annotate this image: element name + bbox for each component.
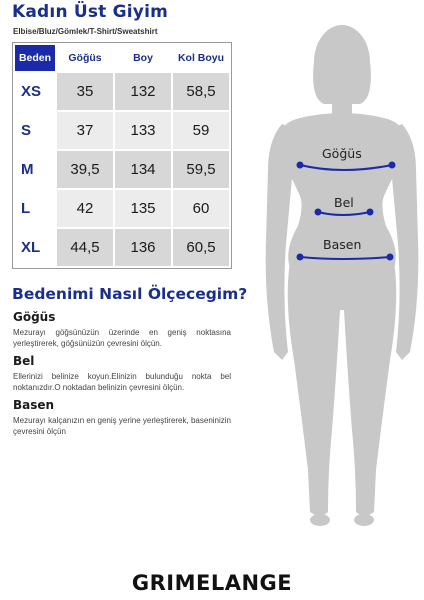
sleeve-cell: 59,5 [173, 151, 229, 188]
chest-cell: 37 [57, 112, 113, 149]
sleeve-cell: 60 [173, 190, 229, 227]
length-cell: 136 [115, 229, 171, 266]
length-cell: 134 [115, 151, 171, 188]
sleeve-cell: 59 [173, 112, 229, 149]
table-header-row [15, 45, 229, 71]
table-row [15, 73, 229, 110]
column-header: Boy [115, 45, 171, 71]
body-figure [252, 0, 424, 560]
column-header: Beden [15, 45, 55, 71]
size-cell: M [15, 151, 55, 188]
table-row [15, 229, 229, 266]
waist-point-right [367, 209, 374, 216]
sleeve-cell: 60,5 [173, 229, 229, 266]
brand-logo: GRIMELANGE [131, 571, 293, 595]
length-cell: 133 [115, 112, 171, 149]
waist-point-left [315, 209, 322, 216]
hips-label: Basen [323, 237, 362, 252]
measure-heading-waist: Bel [13, 354, 35, 368]
sleeve-cell: 58,5 [173, 73, 229, 110]
measure-heading-chest: Göğüs [13, 310, 56, 324]
howto-title: Bedenimi Nasıl Ölçecegim? [12, 285, 248, 303]
page-subtitle: Elbise/Bluz/Gömlek/T-Shirt/Sweatshirt [13, 27, 158, 36]
hips-point-left [297, 254, 304, 261]
hips-point-right [387, 254, 394, 261]
chest-cell: 35 [57, 73, 113, 110]
table-row [15, 151, 229, 188]
size-cell: XS [15, 73, 55, 110]
measure-heading-hips: Basen [13, 398, 55, 412]
table-row [15, 190, 229, 227]
body-silhouette-icon [252, 0, 424, 560]
length-cell: 135 [115, 190, 171, 227]
column-header: Göğüs [57, 45, 113, 71]
chest-point-right [389, 162, 396, 169]
length-cell: 132 [115, 73, 171, 110]
waist-label: Bel [334, 195, 354, 210]
chest-cell: 42 [57, 190, 113, 227]
chest-point-left [297, 162, 304, 169]
measure-text-chest: Mezurayı göğsünüzün üzerinde en geniş noktasına yerleştirerek, göğsünüzün çevresini ölçün. [13, 328, 231, 348]
measure-text-hips: Mezurayı kalçanızın en geniş yerine yerleştirerek, baseninizin çevresini ölçün [13, 416, 231, 436]
chest-cell: 39,5 [57, 151, 113, 188]
chest-cell: 44,5 [57, 229, 113, 266]
measure-text-waist: Ellerinizi belinize koyun.Elinizin bulunduğu nokta bel noktanızdır.O noktadan belinizin çevresini ölçün. [13, 372, 231, 392]
chest-label: Göğüs [322, 146, 362, 161]
table-row [15, 112, 229, 149]
size-cell: XL [15, 229, 55, 266]
page-title: Kadın Üst Giyim [12, 2, 169, 22]
size-table [12, 42, 232, 269]
column-header: Kol Boyu [173, 45, 229, 71]
size-cell: S [15, 112, 55, 149]
size-cell: L [15, 190, 55, 227]
